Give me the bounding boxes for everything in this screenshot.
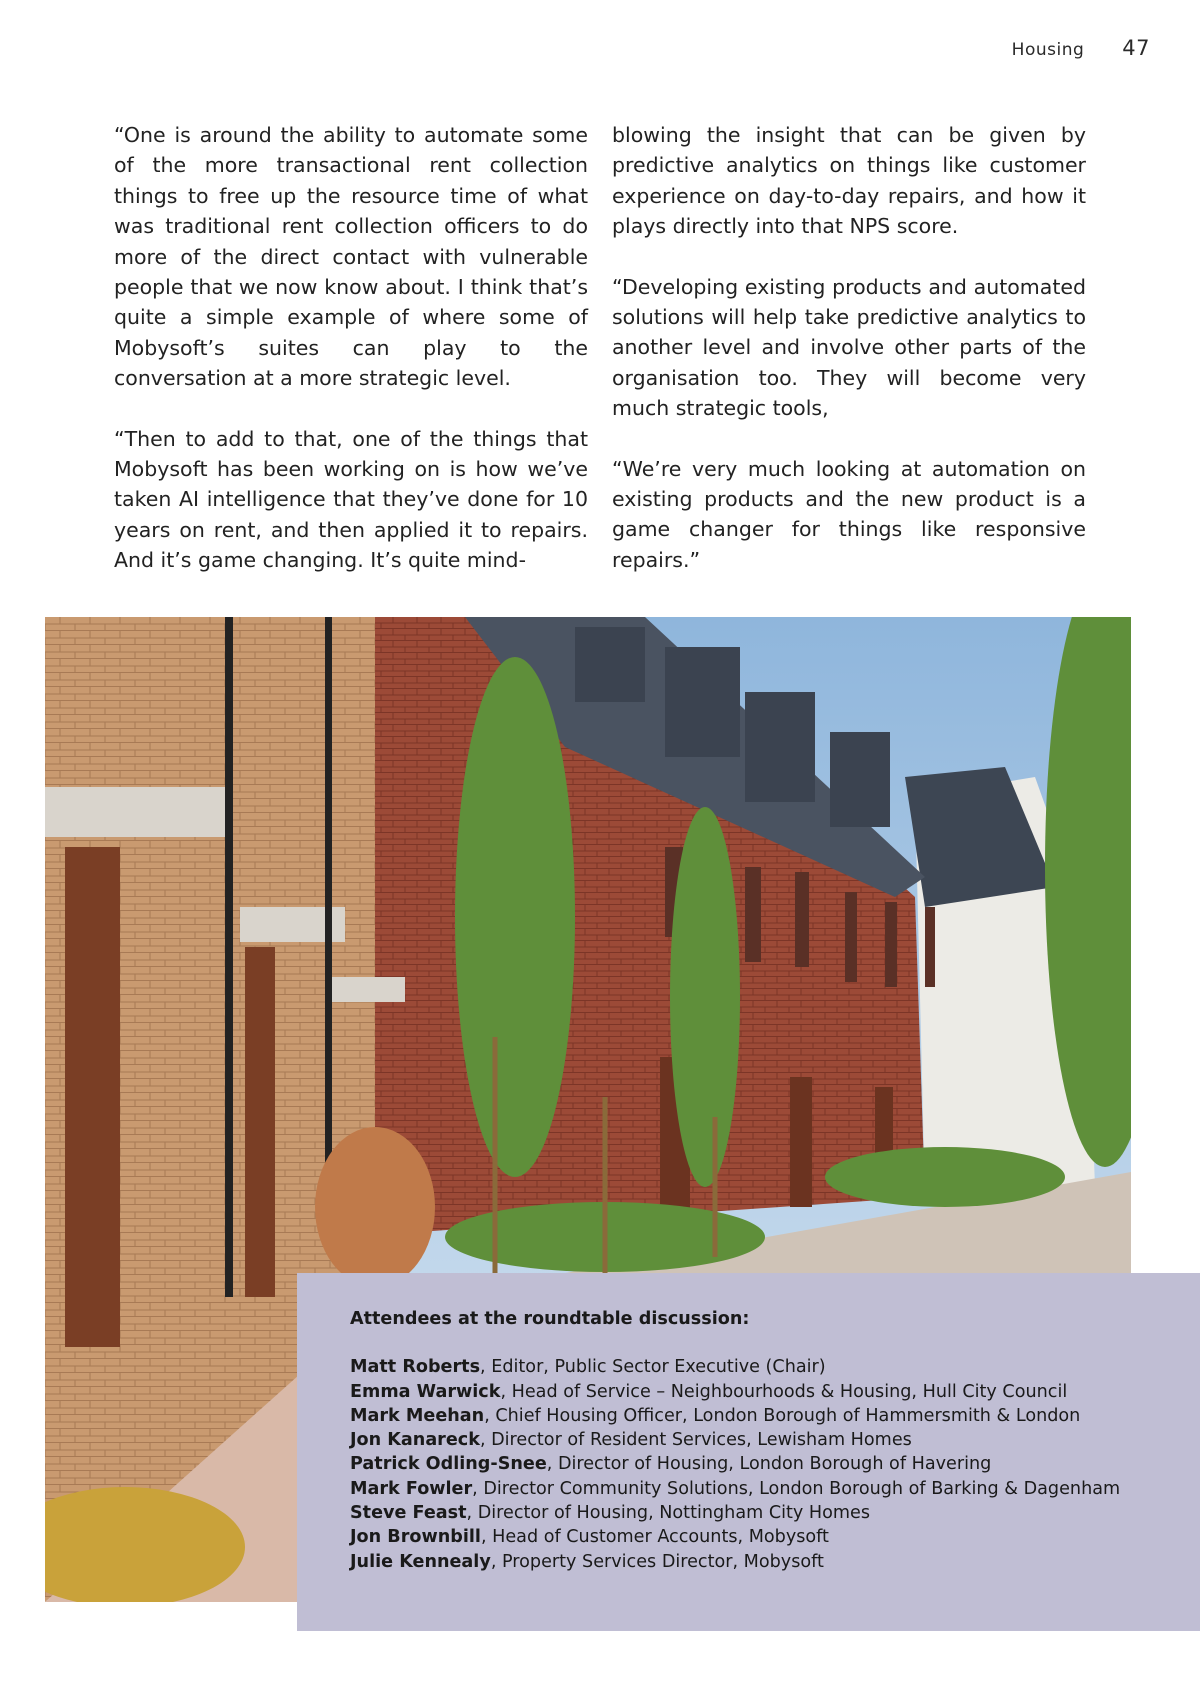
attendee-item bbox=[350, 1477, 1180, 1501]
attendee-name: Matt Roberts bbox=[350, 1357, 481, 1378]
attendee-name: Patrick Odling-Snee bbox=[350, 1454, 547, 1475]
attendees-box bbox=[297, 1273, 1200, 1631]
attendee-name: Jon Brownbill bbox=[350, 1527, 481, 1548]
attendee-name: Mark Meehan bbox=[350, 1405, 485, 1426]
attendee-role: , Head of Customer Accounts, Mobysoft bbox=[480, 1527, 829, 1548]
running-header bbox=[1012, 36, 1150, 60]
attendee-item bbox=[350, 1525, 1180, 1549]
attendee-name: Julie Kennealy bbox=[350, 1551, 491, 1572]
paragraph: “We’re very much looking at automation on existing products and the new product is a game changer for things like responsive repairs.” bbox=[612, 456, 1086, 572]
attendee-role: , Property Services Director, Mobysoft bbox=[490, 1551, 824, 1572]
attendee-name: Emma Warwick bbox=[350, 1381, 501, 1402]
attendee-item bbox=[350, 1501, 1180, 1525]
attendees-title: Attendees at the roundtable discussion: bbox=[350, 1309, 750, 1329]
attendee-item bbox=[350, 1404, 1180, 1428]
attendee-item bbox=[350, 1380, 1180, 1404]
attendee-name: Mark Fowler bbox=[350, 1478, 473, 1499]
attendee-role: , Director of Housing, London Borough of Havering bbox=[546, 1454, 992, 1475]
attendee-item bbox=[350, 1452, 1180, 1476]
attendee-role: , Head of Service – Neighbourhoods & Housing, Hull City Council bbox=[500, 1381, 1068, 1402]
article-column-right bbox=[612, 120, 1086, 605]
section-label: Housing bbox=[1011, 40, 1085, 60]
attendee-item bbox=[350, 1355, 1180, 1379]
attendee-role: , Director of Resident Services, Lewisham Homes bbox=[479, 1430, 912, 1451]
attendee-item bbox=[350, 1550, 1180, 1574]
attendee-name: Steve Feast bbox=[350, 1503, 467, 1524]
article-column-left bbox=[114, 120, 588, 606]
attendee-item bbox=[350, 1428, 1180, 1452]
page-number: 47 bbox=[1122, 36, 1150, 60]
attendee-role: , Director of Housing, Nottingham City Homes bbox=[466, 1503, 871, 1524]
attendee-role: , Editor, Public Sector Executive (Chair) bbox=[480, 1357, 826, 1378]
paragraph: “Developing existing products and automated solutions will help take predictive analytics to another level and involve other parts of the organisation too. They will become very much strategic tools, bbox=[612, 274, 1086, 421]
attendee-role: , Director Community Solutions, London Borough of Barking & Dagenham bbox=[472, 1478, 1121, 1499]
attendee-role: , Chief Housing Officer, London Borough of Hammersmith & London bbox=[484, 1405, 1081, 1426]
attendee-name: Jon Kanareck bbox=[350, 1430, 480, 1451]
paragraph: “Then to add to that, one of the things that Mobysoft has been working on is how we’ve taken AI intelligence that they’ve done for 10 years on rent, and then applied it to repairs. And it’s game changing. It’s quite mind- bbox=[114, 426, 588, 573]
paragraph: “One is around the ability to automate some of the more transactional rent collection things to free up the resource time of what was traditional rent collection officers to do more of the direct contact with vulnerable people that we now know about. I think that’s quite a simple example of where some of Mobysoft’s suites can play to the conversation at a more strategic level. bbox=[114, 123, 588, 391]
paragraph: blowing the insight that can be given by predictive analytics on things like customer experience on day-to-day repairs, and how it plays directly into that NPS score. bbox=[612, 123, 1086, 239]
